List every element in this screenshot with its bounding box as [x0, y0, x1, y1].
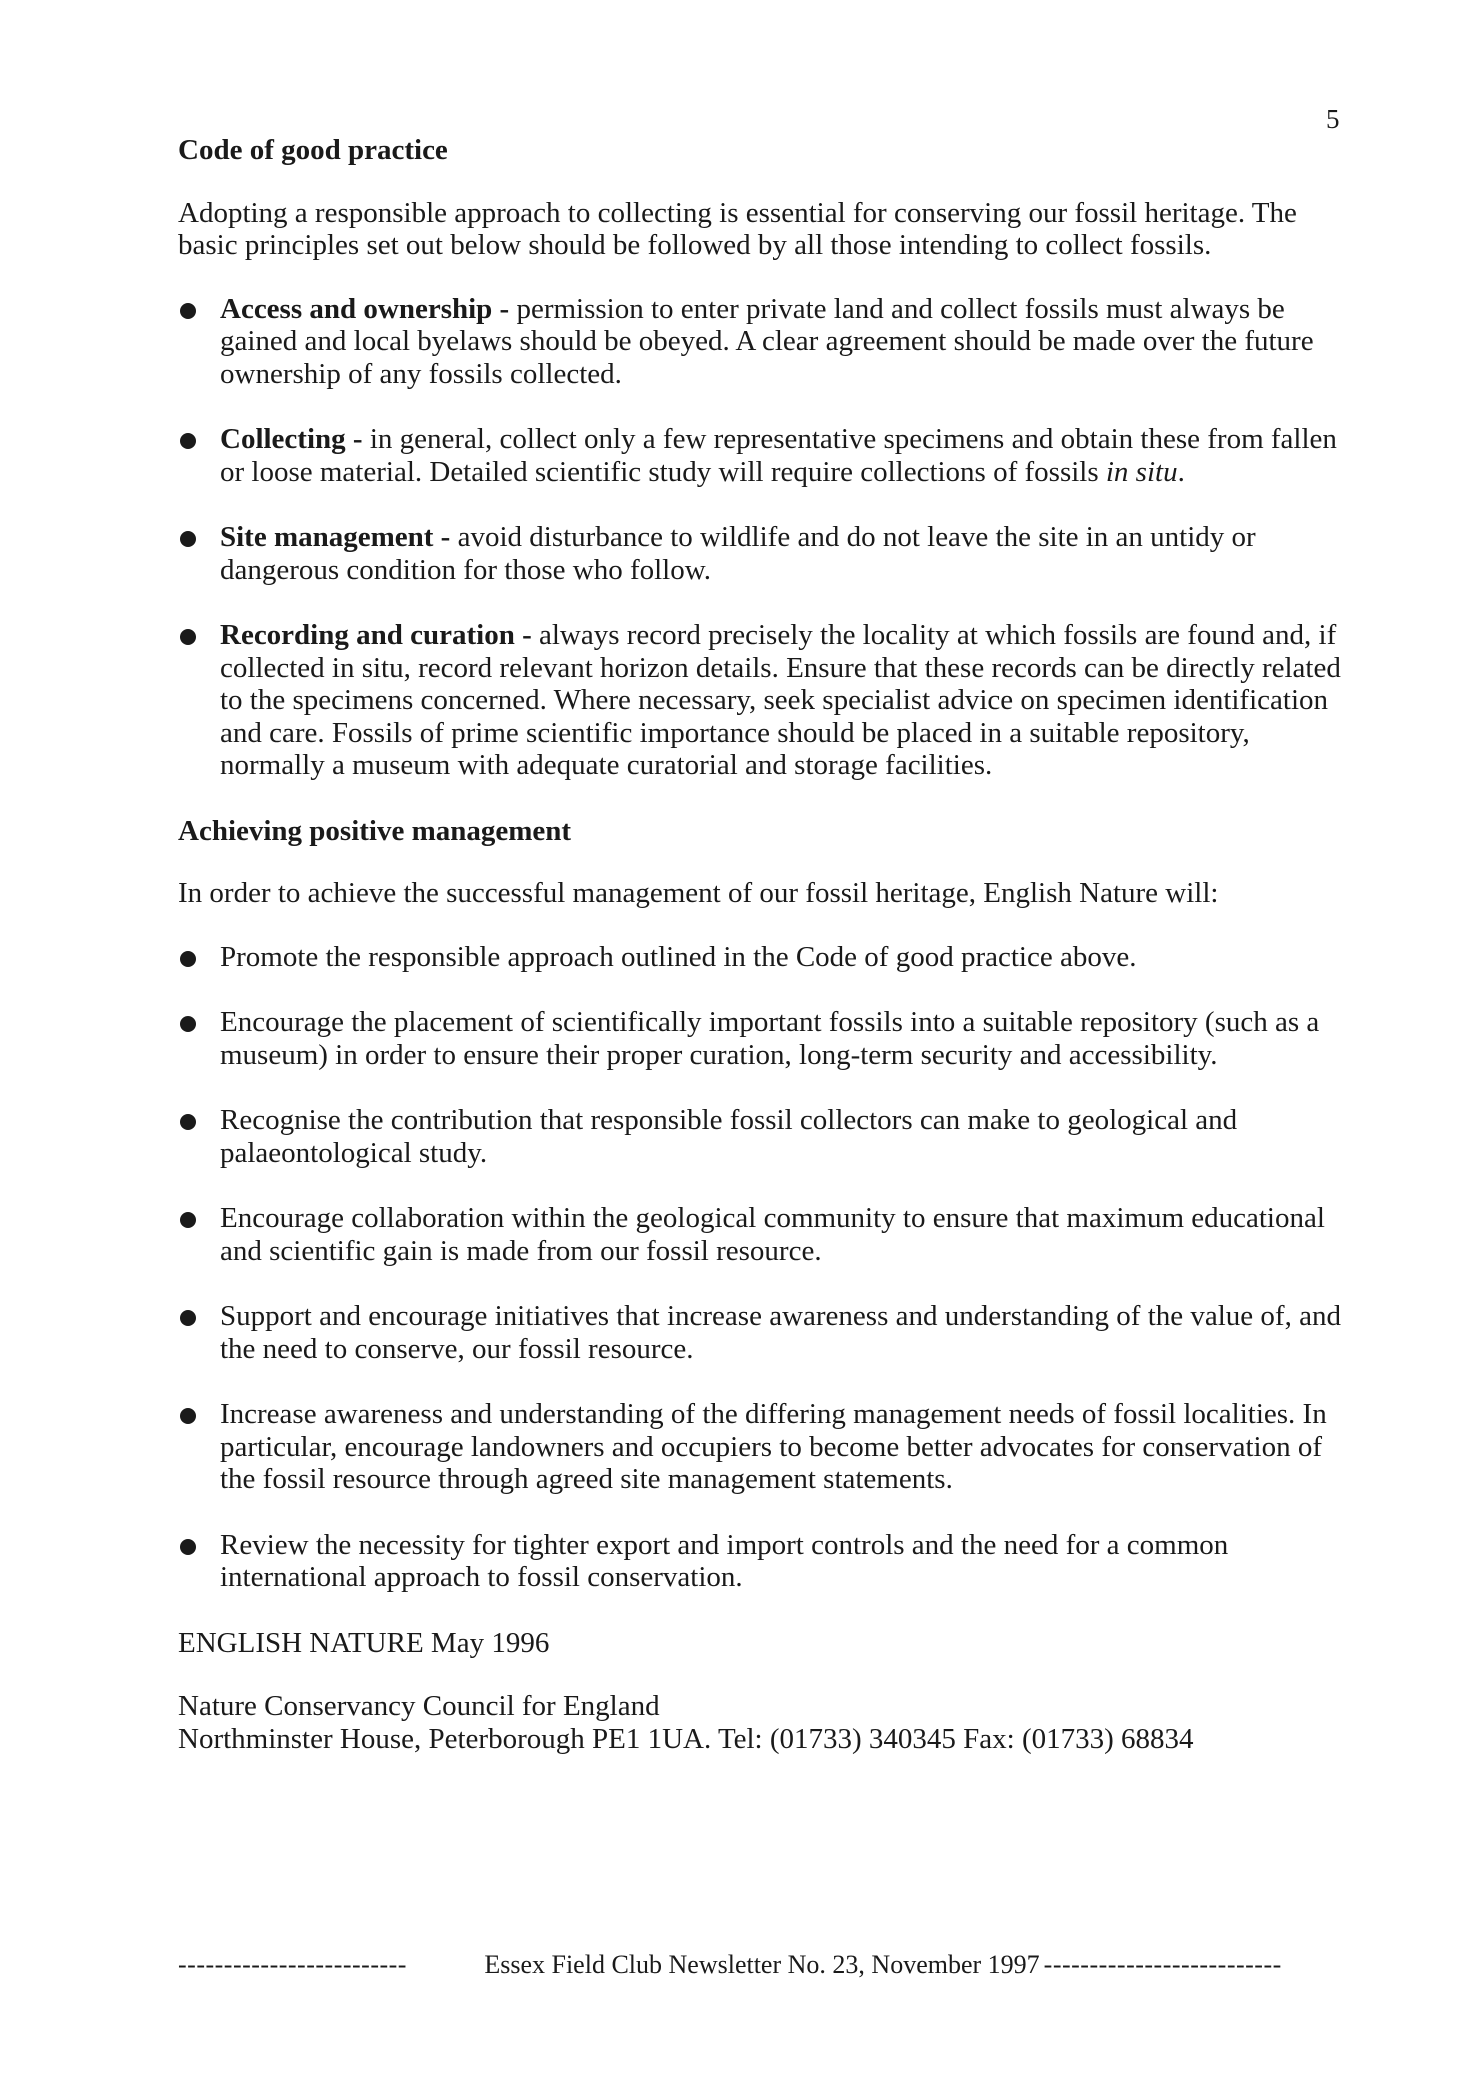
item-text: Promote the responsible approach outlined in the Code of good practice above.: [220, 940, 1137, 973]
list-item: [178, 1202, 1358, 1267]
list-item: [178, 1300, 1358, 1365]
list-item: [178, 1529, 1358, 1594]
section-heading-code: Code of good practice: [178, 134, 448, 166]
item-text: Recognise the contribution that responsible fossil collectors can make to geological and palaeontological study.: [220, 1104, 1238, 1169]
item-term: Access and ownership -: [220, 292, 510, 325]
section-heading-management: Achieving positive management: [178, 814, 572, 847]
item-text: in general, collect only a few representative specimens and obtain these from fallen or loose material. Detailed scientific study will require collections of fossils: [220, 423, 1337, 488]
item-text: Encourage the placement of scientifically important fossils into a suitable repository (such as a museum) in order to ensure their proper curation, long-term security and accessibility.: [220, 1006, 1320, 1071]
bullet-icon: [180, 951, 196, 967]
item-term: Site management -: [220, 521, 451, 553]
address-line: Northminster House, Peterborough PE1 1UA. Tel: (01733) 340345 Fax: (01733) 68834: [178, 1722, 1194, 1755]
item-text: Support and encourage initiatives that increase awareness and understanding of the value of, and the need to conserve, our fossil resource.: [220, 1300, 1341, 1365]
management-list: [178, 941, 1358, 1594]
page-content: [178, 134, 1358, 1755]
signoff: ENGLISH NATURE May 1996: [178, 1626, 550, 1659]
footer-rule-left: -------------------------: [178, 1950, 407, 1979]
list-item: [178, 293, 1358, 391]
address-line: Nature Conservancy Council for England: [178, 1690, 660, 1722]
list-item: [178, 1398, 1358, 1496]
item-term: Collecting -: [220, 423, 363, 455]
bullet-icon: [180, 1408, 196, 1424]
code-list: [178, 293, 1358, 782]
bullet-icon: [180, 1539, 196, 1555]
list-item: [178, 941, 1358, 974]
code-intro: Adopting a responsible approach to collecting is essential for conserving our fossil heritage. The basic principles set out below should be followed by all those intending to collect fossils.: [178, 196, 1297, 261]
footer-label: Essex Field Club Newsletter No. 23, November 1997: [484, 1950, 1040, 1979]
bullet-icon: [180, 433, 196, 449]
item-text: always record precisely the locality at which fossils are found and, if collected in situ, record relevant horizon details. Ensure that these records can be directly related to the specimens concerned. Where necessary, seek specialist advice on specimen identification and care. Fossils of prime scientific importance should be placed in a suitable repository, normally a museum with adequate curatorial and storage facilities.: [220, 619, 1341, 781]
bullet-icon: [180, 303, 196, 319]
address-block: [178, 1690, 1358, 1755]
item-text: permission to enter private land and collect fossils must always be gained and local byelaws should be obeyed. A clear agreement should be made over the future ownership of any fossils collected.: [220, 292, 1314, 390]
footer-rule-right: --------------------------: [1043, 1950, 1282, 1979]
item-text-after: .: [1177, 455, 1185, 488]
bullet-icon: [180, 1016, 196, 1032]
item-term: Recording and curation -: [220, 619, 532, 651]
bullet-icon: [180, 531, 196, 547]
item-text: Review the necessity for tighter export and import controls and the need for a common international approach to fossil conservation.: [220, 1528, 1229, 1593]
page-number: 5: [1326, 104, 1340, 134]
bullet-icon: [180, 1212, 196, 1228]
item-text: Increase awareness and understanding of the differing management needs of fossil localities. In particular, encourage landowners and occupiers to become better advocates for conservation of the fossil resource through agreed site management statements.: [220, 1398, 1327, 1495]
page-footer: [178, 1950, 1346, 1980]
item-italic: in situ: [1105, 455, 1178, 488]
bullet-icon: [180, 1114, 196, 1130]
list-item: [178, 1104, 1358, 1169]
item-text: Encourage collaboration within the geological community to ensure that maximum educational and scientific gain is made from our fossil resource.: [220, 1202, 1325, 1267]
list-item: [178, 423, 1358, 488]
list-item: [178, 1006, 1358, 1071]
management-intro: In order to achieve the successful management of our fossil heritage, English Nature will:: [178, 877, 1219, 909]
list-item: [178, 521, 1358, 586]
list-item: [178, 619, 1358, 782]
item-text: avoid disturbance to wildlife and do not leave the site in an untidy or dangerous condition for those who follow.: [220, 521, 1256, 586]
bullet-icon: [180, 1310, 196, 1326]
bullet-icon: [180, 629, 196, 645]
